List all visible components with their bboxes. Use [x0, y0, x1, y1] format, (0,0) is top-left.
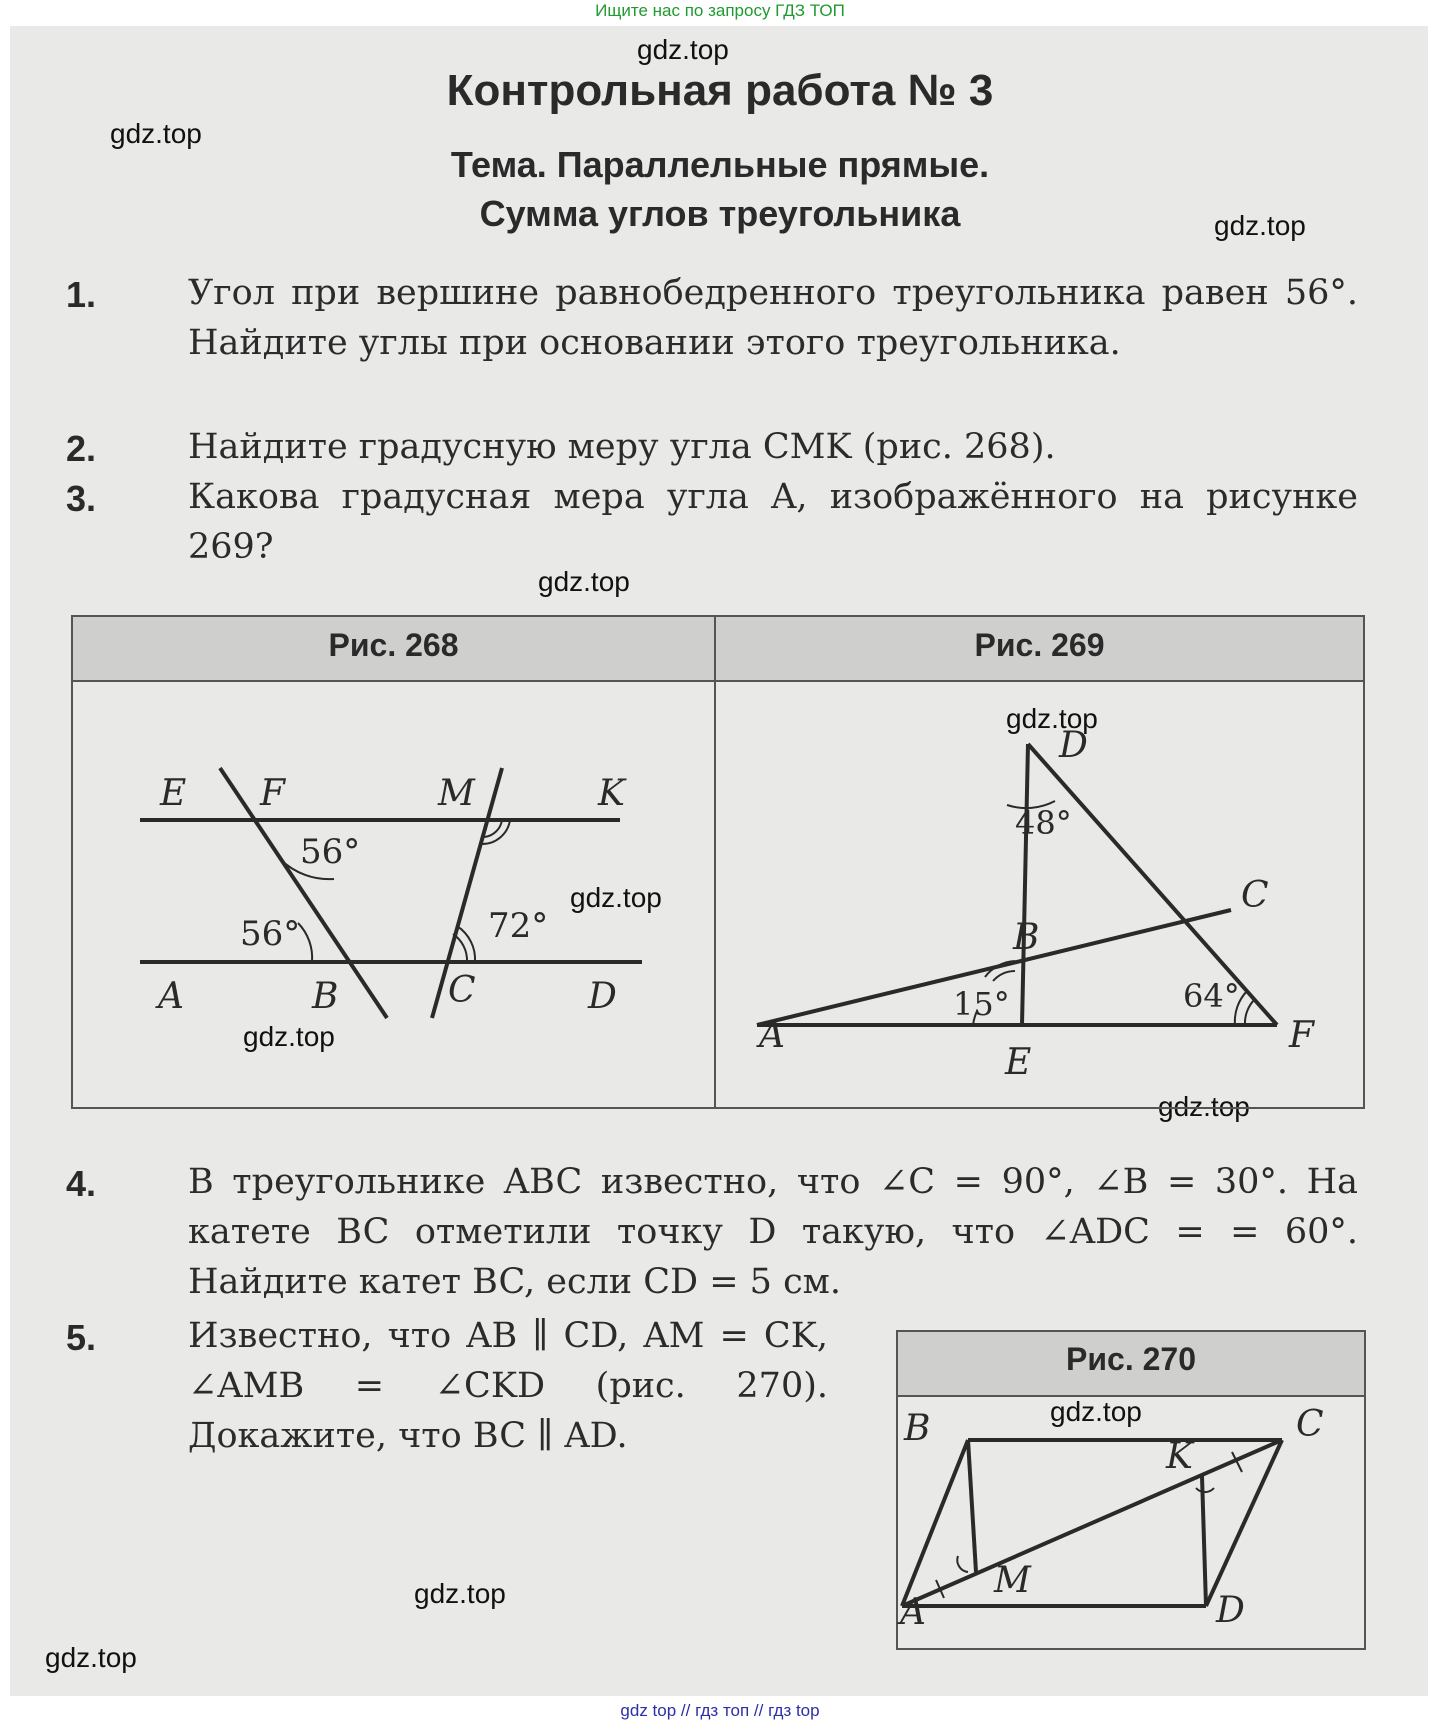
angle-value-left: 56°	[240, 914, 301, 954]
task-number: 4.	[66, 1163, 97, 1204]
task-4-text: В треугольнике ABC известно, что ∠C = 90°, ∠B = 30°. На катете BC отметили точку D такую, что ∠ADC = = 60°. Найдите катет BC, если CD = 5 см.	[188, 1162, 1358, 1302]
promo-banner-top[interactable]: Ищите нас по запросу ГДЗ ТОП	[595, 1, 845, 20]
label-M: M	[994, 1560, 1031, 1601]
label-F: F	[1289, 1015, 1314, 1056]
label-A: A	[759, 1015, 785, 1056]
watermark: gdz.top	[538, 566, 630, 597]
task-2-text: Найдите градусную меру угла CMK (рис. 268).	[188, 427, 1056, 467]
watermark: gdz.top	[1158, 1091, 1250, 1122]
watermark: gdz.top	[1006, 703, 1098, 734]
segment-CD	[1206, 1440, 1282, 1606]
label-B: B	[904, 1408, 931, 1449]
label-E: E	[160, 773, 187, 814]
angle-value-E: 15°	[953, 985, 1010, 1023]
segment-DK	[1202, 1476, 1206, 1606]
label-C: C	[1296, 1404, 1324, 1445]
angle-value-F: 64°	[1183, 977, 1240, 1015]
page-title: Контрольная работа № 3	[446, 66, 994, 115]
watermark: gdz.top	[570, 882, 662, 913]
label-K: K	[1166, 1436, 1193, 1477]
topic-line-2: Сумма углов треугольника	[479, 193, 961, 234]
task-3-text: Какова градусная мера угла A, изображённого на рисунке 269?	[188, 477, 1358, 567]
transversal-FB	[220, 768, 387, 1018]
angle-arc-F-1	[1245, 999, 1255, 1025]
watermark: gdz.top	[243, 1021, 335, 1052]
label-D: D	[1216, 1590, 1245, 1631]
task-number: 3.	[66, 478, 97, 519]
topic-line-1: Тема. Параллельные прямые.	[450, 144, 990, 185]
angle-arc-CKD	[1196, 1488, 1214, 1492]
angle-value-top: 56°	[300, 832, 361, 872]
task-number: 1.	[66, 274, 97, 315]
task-number: 5.	[66, 1317, 97, 1358]
figure-270-caption: Рис. 270	[1066, 1341, 1196, 1377]
figure-269-caption: Рис. 269	[974, 627, 1105, 663]
segment-BM	[968, 1440, 976, 1572]
label-E: E	[1005, 1042, 1032, 1083]
watermark: gdz.top	[1214, 210, 1306, 241]
watermark: gdz.top	[110, 118, 202, 149]
label-K: K	[598, 773, 625, 814]
label-C: C	[1241, 875, 1269, 916]
watermark: gdz.top	[45, 1642, 137, 1673]
label-D: D	[588, 976, 617, 1017]
label-F: F	[260, 773, 285, 814]
label-C: C	[448, 970, 476, 1011]
figure-270	[896, 1396, 1366, 1650]
watermark: gdz.top	[1050, 1396, 1142, 1427]
segment-DE	[1022, 744, 1028, 1025]
task-number: 2.	[66, 428, 97, 469]
task-1-text: Угол при вершине равнобедренного треугольника равен 56°. Найдите углы при основании этого треугольника.	[188, 273, 1358, 363]
promo-banner-bottom[interactable]: gdz top // гдз топ // гдз top	[620, 1701, 820, 1720]
angle-value-D: 48°	[1015, 804, 1072, 842]
figure-269	[715, 681, 1364, 1108]
label-A: A	[158, 976, 184, 1017]
label-B: B	[312, 976, 339, 1017]
label-B: B	[1013, 917, 1040, 958]
figure-268-caption: Рис. 268	[328, 627, 459, 663]
label-A: A	[900, 1592, 926, 1633]
task-5-text: Известно, что AB ∥ CD, AM = CK, ∠AMB = ∠CKD (рис. 270). Докажите, что BC ∥ AD.	[188, 1316, 828, 1456]
angle-arc-AMB	[957, 1556, 968, 1572]
label-M: M	[438, 773, 475, 814]
angle-arc-B-2	[993, 971, 1015, 981]
watermark: gdz.top	[414, 1578, 506, 1609]
figure-268	[72, 681, 715, 1108]
watermark: gdz.top	[637, 34, 729, 65]
label-D: D	[1059, 725, 1088, 766]
angle-value-right: 72°	[488, 906, 549, 946]
